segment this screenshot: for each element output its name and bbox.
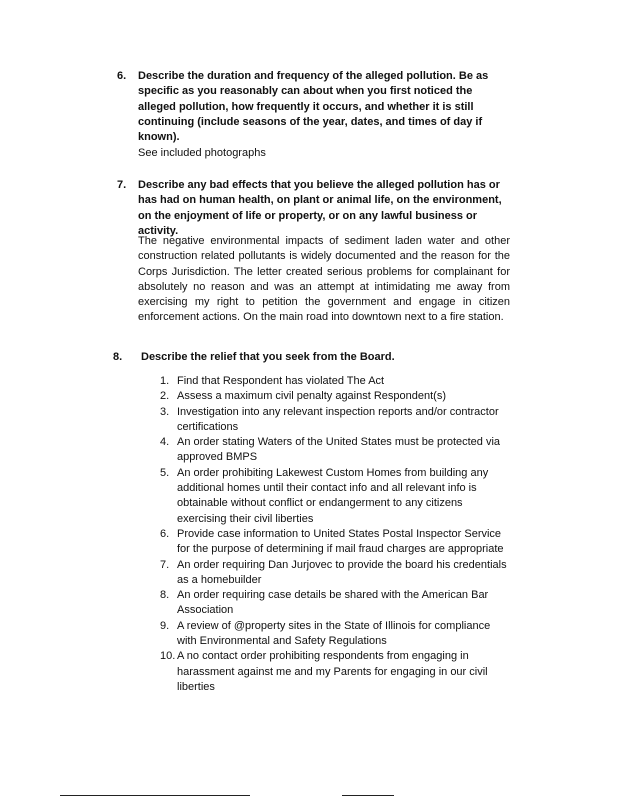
list-item-text: Investigation into any relevant inspection reports and/or contractor certifications <box>177 405 499 433</box>
section-question: Describe the relief that you seek from the Board. <box>141 351 395 363</box>
list-item-number: 8. <box>160 589 170 602</box>
relief-list-item <box>160 558 510 589</box>
list-item-text: Find that Respondent has violated The Act <box>177 375 385 387</box>
list-item-text: An order prohibiting Lakewest Custom Homes from building any additional homes until their contact info and all relevant info is obtainable without conflict or endangerment to any citizens exercising their civil liberties <box>177 466 489 525</box>
relief-list-item <box>160 405 510 436</box>
list-item-text: A review of @property sites in the State of Illinois for compliance with Environmental and Safety Regulations <box>177 619 491 648</box>
list-item-number: 3. <box>160 405 170 418</box>
footer-rule <box>342 795 394 796</box>
relief-list-item <box>160 649 510 695</box>
list-item-number: 1. <box>160 375 170 387</box>
relief-list <box>160 374 510 695</box>
relief-list-item <box>160 435 510 466</box>
section-number: 6. <box>117 70 127 82</box>
section-number: 7. <box>117 179 127 191</box>
list-item-number: 4. <box>160 436 170 449</box>
list-item-text: An order requiring case details be shared with the American Bar Association <box>177 589 489 617</box>
list-item-text: Provide case information to United States Postal Inspector Service for the purpose of determining if mail fraud charges are appropriate <box>177 527 504 556</box>
relief-list-item <box>160 466 510 527</box>
relief-list-item <box>160 389 510 404</box>
section-number: 8. <box>113 351 123 363</box>
list-item-number: 7. <box>160 558 170 571</box>
list-item-number: 2. <box>160 390 170 403</box>
list-item-number: 10. <box>160 650 176 663</box>
list-item-text: Assess a maximum civil penalty against Respondent(s) <box>177 390 447 403</box>
section-question: Describe the duration and frequency of the alleged pollution. Be as specific as you reasonably can about when you first noticed the alleged pollution, how frequently it occurs, and whether it is still continuing (include seasons of the year, dates, and times of day if known). <box>138 70 489 144</box>
list-item-text: An order requiring Dan Jurjovec to provide the board his credentials as a homebuilder <box>177 558 507 586</box>
section-question: Describe any bad effects that you believe the alleged pollution has or has had on human health, on plant or animal life, on the environment, on the enjoyment of life or property, or on any lawful business or activity. <box>138 179 502 237</box>
list-item-text: An order stating Waters of the United States must be protected via approved BMPS <box>177 436 501 464</box>
list-item-number: 9. <box>160 619 170 632</box>
relief-list-item <box>160 527 510 558</box>
relief-list-item <box>160 374 510 389</box>
relief-list-item <box>160 588 510 619</box>
relief-list-item <box>160 619 510 650</box>
section-answer: See included photographs <box>138 147 266 159</box>
list-item-text: A no contact order prohibiting respondents from engaging in harassment against me and my Parents for engaging in our civil liberties <box>177 650 488 693</box>
list-item-number: 5. <box>160 466 170 479</box>
footer-rule <box>60 795 250 796</box>
section-answer: The negative environmental impacts of sediment laden water and other construction related pollutants is widely documented and the reason for the Corps Jurisdiction. The letter created serious problems for complainant for absolutely no reason and was an attempt at intimidating me away from exercising my right to petition the government and engage in citizen enforcement actions. On the main road into downtown next to a fire station. <box>138 235 510 324</box>
list-item-number: 6. <box>160 527 170 540</box>
